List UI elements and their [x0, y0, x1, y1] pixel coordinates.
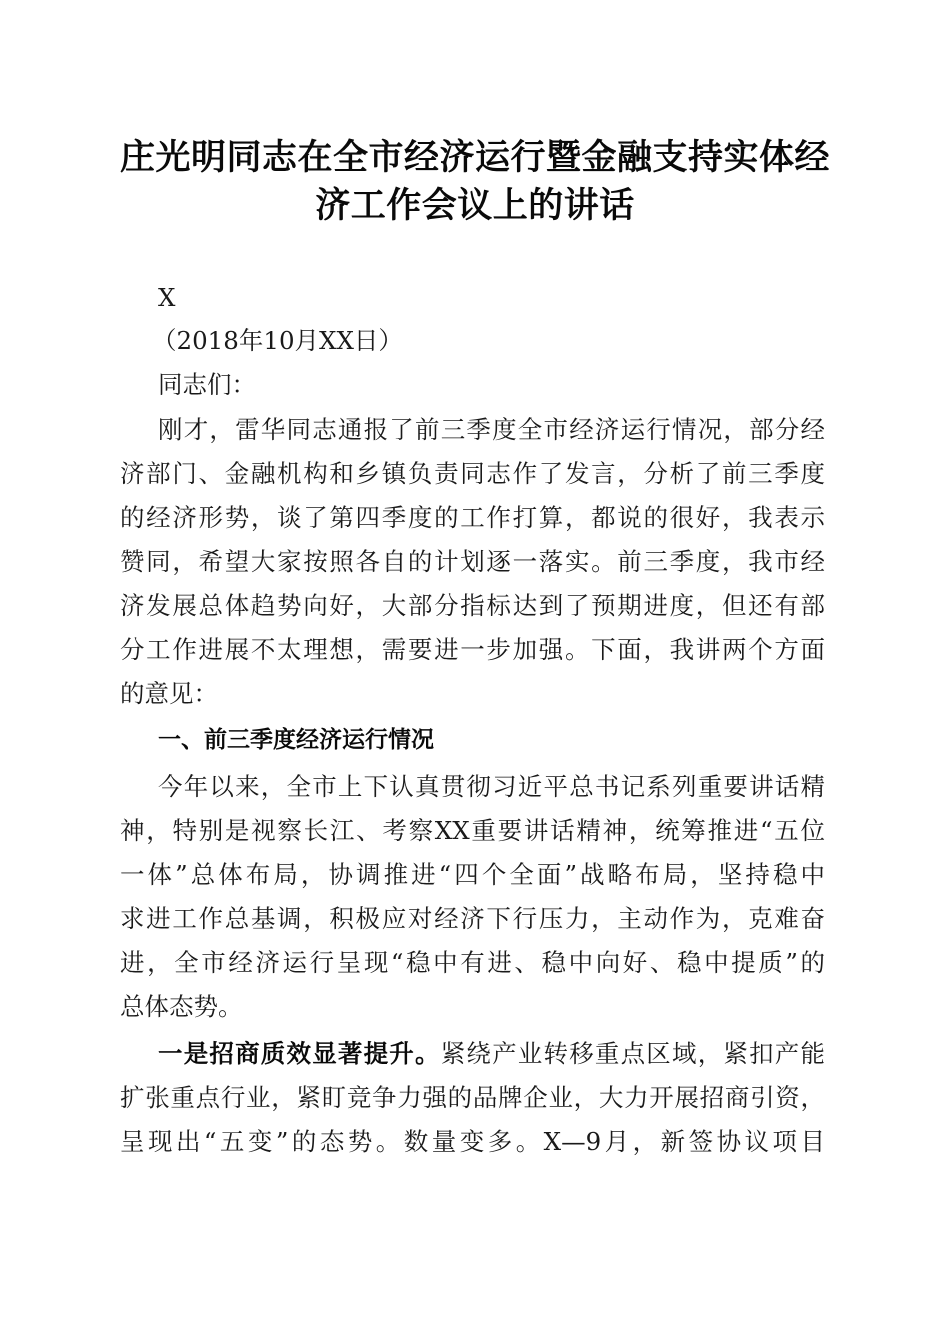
paragraph-line: 呈现出“五变”的态势。数量变多。X—9月，新签协议项目 [120, 1127, 825, 1156]
point-text: 紧绕产业转移重点区域，紧扣产能 [440, 1039, 826, 1068]
paragraph-line: 济部门、金融机构和乡镇负责同志作了发言，分析了前三季度 [120, 459, 825, 488]
paragraph-line: 分工作进展不太理想，需要进一步加强。下面，我讲两个方面 [120, 635, 825, 664]
author-line: X [158, 283, 176, 312]
paragraph-line: 今年以来，全市上下认真贯彻习近平总书记系列重要讲话精 [158, 772, 825, 801]
paragraph-line: 的经济形势，谈了第四季度的工作打算，都说的很好，我表示 [120, 503, 825, 532]
paragraph-line: 赞同，希望大家按照各自的计划逐一落实。前三季度，我市经 [120, 547, 825, 576]
paragraph-line: 神，特别是视察长江、考察XX重要讲话精神，统筹推进“五位 [120, 816, 825, 845]
salutation: 同志们： [158, 370, 256, 399]
date-line: （2018年10月XX日） [152, 326, 403, 355]
paragraph-line: 总体态势。 [120, 992, 243, 1021]
paragraph-line: 的意见： [120, 679, 218, 708]
title-line-2: 济工作会议上的讲话 [315, 185, 635, 226]
paragraph-line: 一体”总体布局，协调推进“四个全面”战略布局，坚持稳中 [120, 860, 825, 889]
paragraph-line: 扩张重点行业，紧盯竞争力强的品牌企业，大力开展招商引资， [120, 1083, 825, 1112]
paragraph-line: 进，全市经济运行呈现“稳中有进、稳中向好、稳中提质”的 [120, 948, 825, 977]
paragraph-line: 刚才，雷华同志通报了前三季度全市经济运行情况，部分经 [158, 415, 825, 444]
point-lead: 一是招商质效显著提升。 [158, 1039, 441, 1068]
paragraph-line: 求进工作总基调，积极应对经济下行压力，主动作为，克难奋 [120, 904, 825, 933]
paragraph-line: 济发展总体趋势向好，大部分指标达到了预期进度，但还有部 [120, 591, 825, 620]
paragraph-line [158, 1039, 825, 1069]
title-line-1: 庄光明同志在全市经济运行暨金融支持实体经 [119, 137, 830, 178]
document-title [100, 134, 850, 230]
section-heading: 一、前三季度经济运行情况 [158, 727, 434, 753]
